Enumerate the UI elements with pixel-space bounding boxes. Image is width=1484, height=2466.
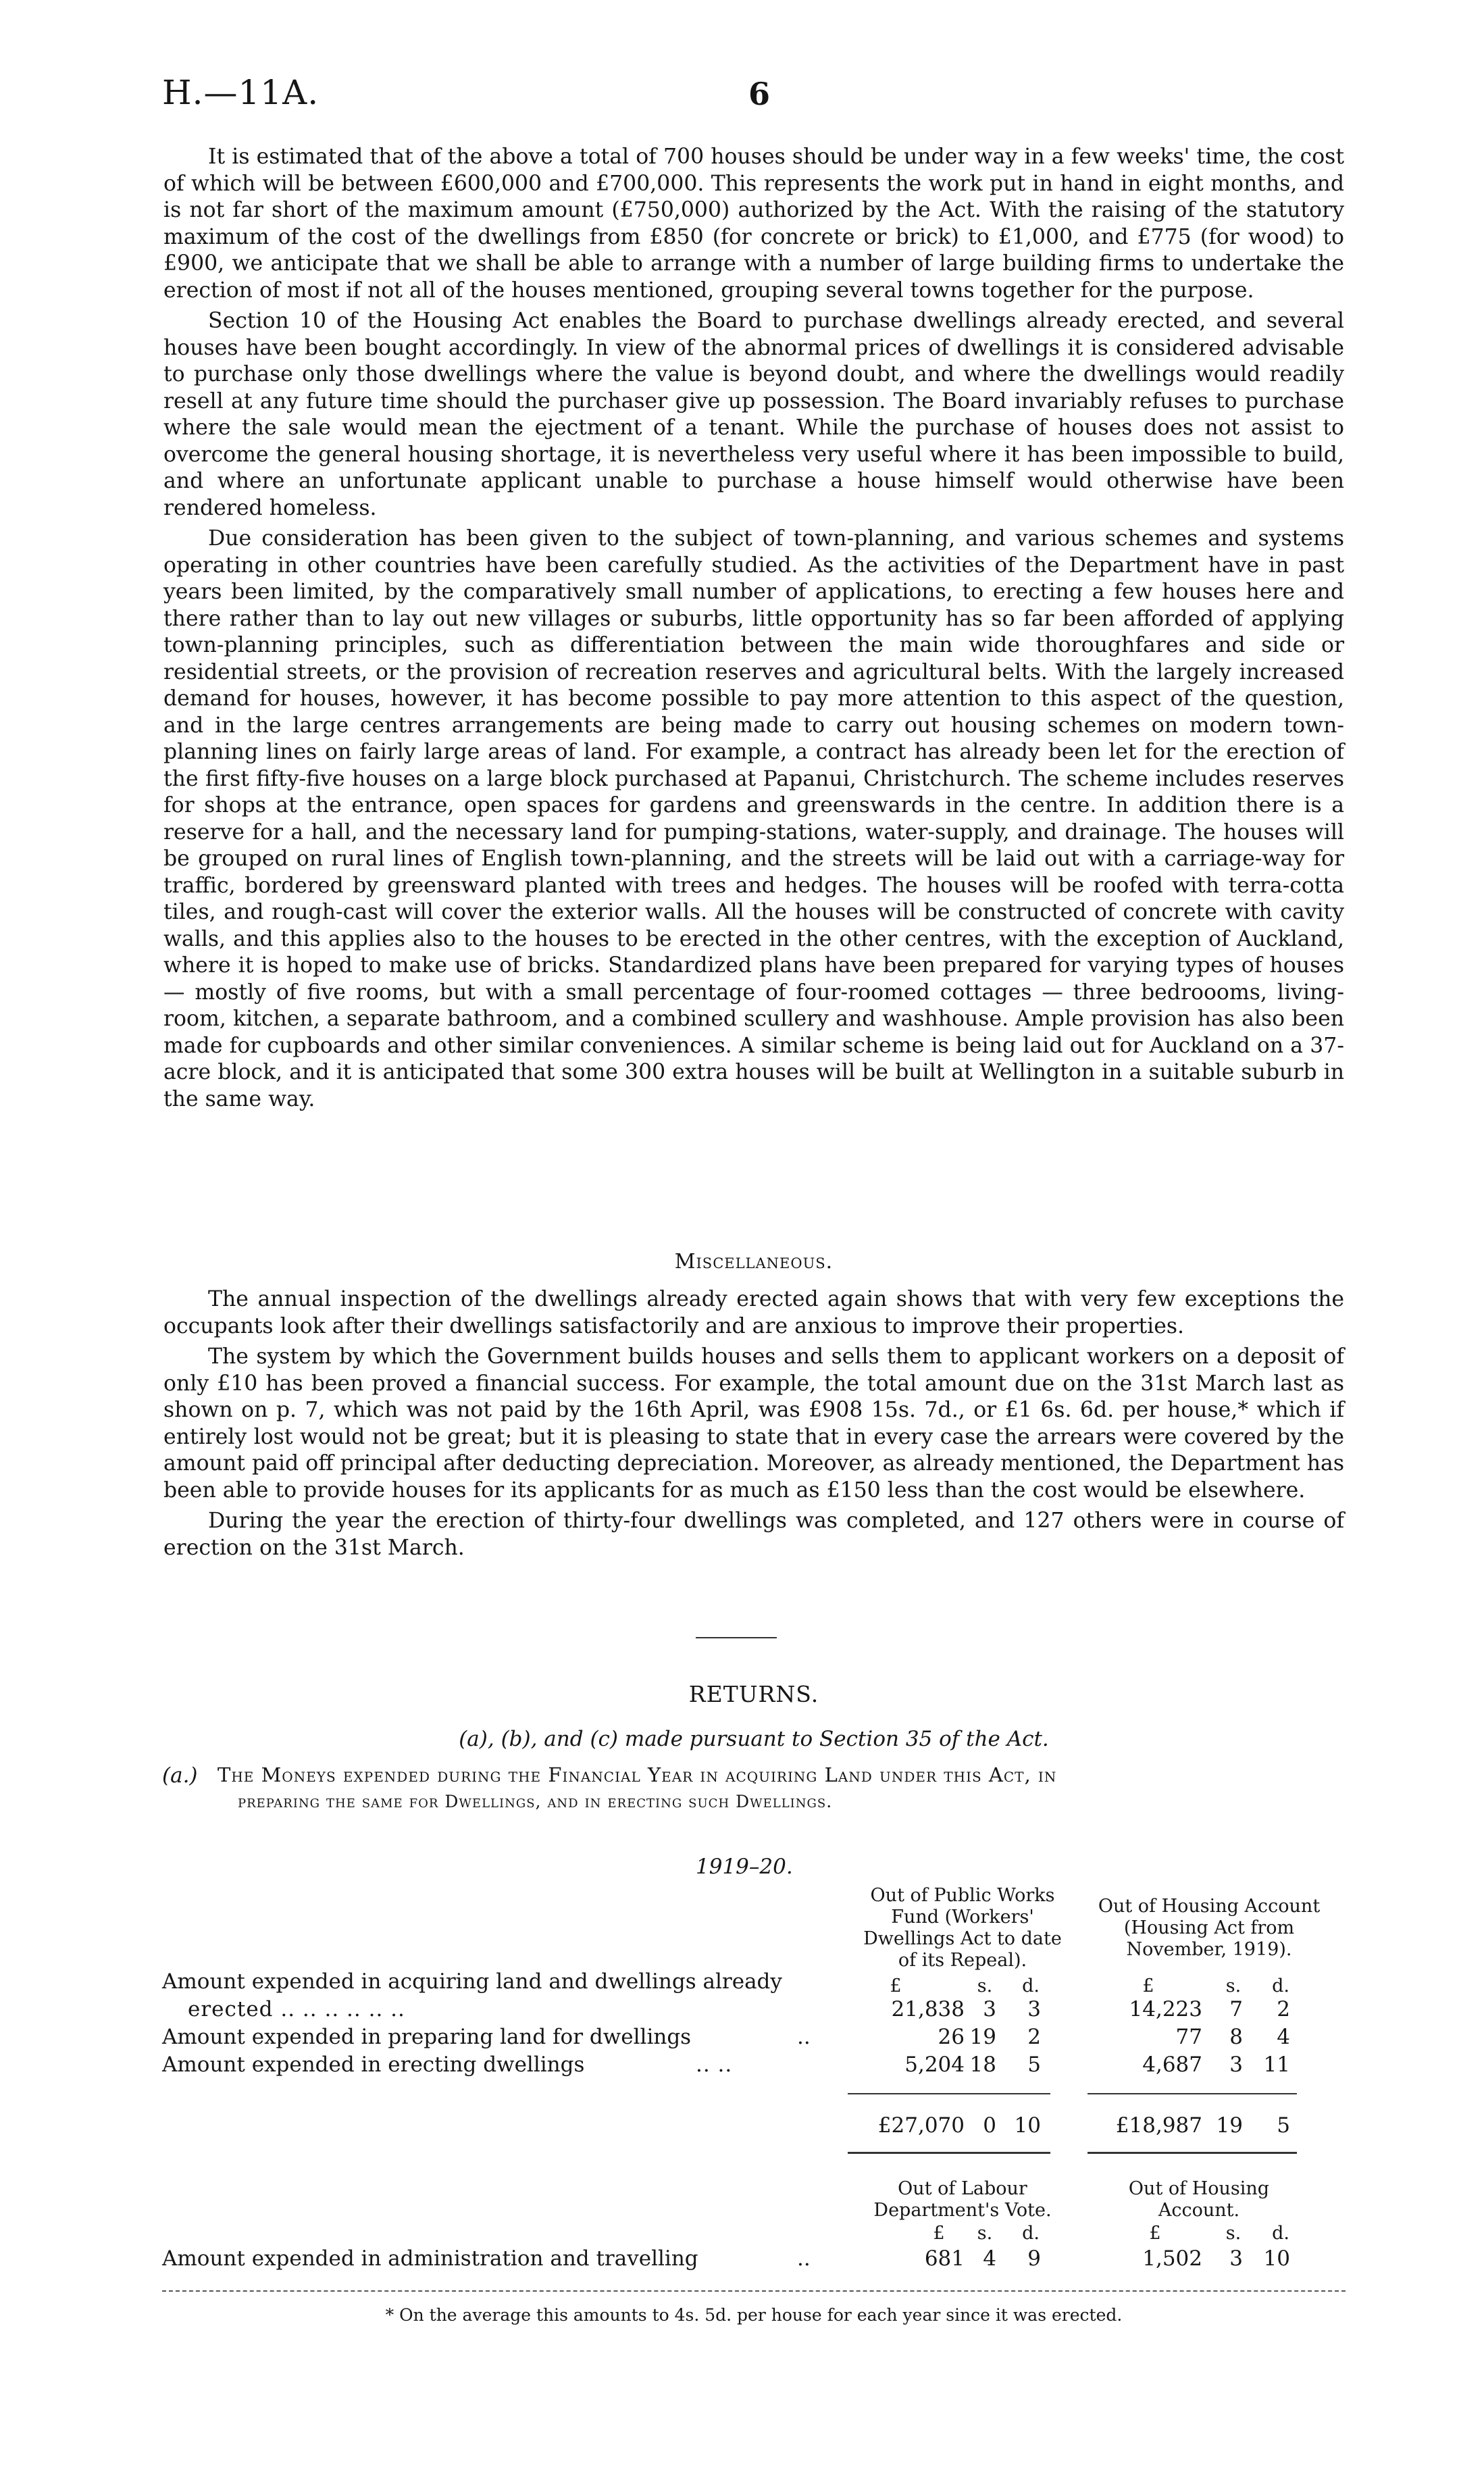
total-c1-pence: 10 bbox=[1014, 2113, 1041, 2138]
total-c1-shillings: 0 bbox=[983, 2113, 996, 2138]
admin-c2-unit-pence: d. bbox=[1272, 2223, 1289, 2244]
admin-c2-pounds: 1,502 bbox=[1142, 2246, 1202, 2271]
row3-c1-shillings: 18 bbox=[969, 2053, 996, 2077]
row2-c1-pounds: 26 bbox=[938, 2025, 965, 2049]
section-divider bbox=[696, 1637, 777, 1638]
row1-c1-shillings: 3 bbox=[983, 1997, 996, 2021]
paragraph-town-planning: Due consideration has been given to the subject of town-planning, and various schemes and systems operating in other countries have been carefully studied. As the activities of the Department have in past years been limited, by the comparatively small number of applications, to erecting a few houses here and there rather than to lay out new villages or suburbs, little opportunity has so far been afforded of applying town-planning principles, such as differentiation between the main wide thoroughfares and side or residential streets, or the provision of recreation reserves and agricultural belts. With the largely increased demand for houses, however, it has become possible to pay more attention to this aspect of the question, and in the large centres arrangements are being made to carry out housing schemes on modern town-planning lines on fairly large areas of land. For example, a contract has already been let for the erection of the first fifty-five houses on a large block purchased at Papanui, Christchurch. The scheme includes reserves for shops at the entrance, open spaces for gardens and greenswards in the centre. In addition there is a reserve for a hall, and the necessary land for pumping-stations, water-supply, and drainage. The houses will be grouped on rural lines of English town-planning, and the streets will be laid out with a carriage-way for traffic, bordered by greensward planted with trees and hedges. The houses will be roofed with terra-cotta tiles, and rough-cast will cover the exterior walls. All the houses will be constructed of concrete with cavity walls, and this applies also to the houses to be erected in the other centres, with the exception of Auckland, where it is hoped to make use of bricks. Standardized plans have been prepared for varying types of houses — mostly of five rooms, but with a small percentage of four-roomed cottages — three bedroooms, living-room, kitchen, a separate bathroom, and a combined scullery and washhouse. Ample provision has also been made for cupboards and other similar conveniences. A similar scheme is being laid out for Auckland on a 37-acre block, and it is anticipated that some 300 extra houses will be built at Wellington in a suitable suburb in the same way. bbox=[163, 526, 1344, 1111]
col1-unit-pounds: £ bbox=[890, 1976, 902, 1996]
paragraph-erection: During the year the erection of thirty-four dwellings was completed, and 127 others were in course of erection on the 31st March. bbox=[163, 1509, 1344, 1560]
admin-c2-shillings: 3 bbox=[1229, 2246, 1243, 2271]
paragraph-estimate: It is estimated that of the above a total of 700 houses should be under way in a few weeks' time, the cost of which will be between £600,000 and £700,000. This represents the work put in hand in eight months, and is not far short of the maximum amount (£750,000) authorized by the Act. With the raising of the statutory maximum of the cost of the dwellings from £850 (for concrete or brick) to £1,000, and £775 (for wood) to £900, we anticipate that we shall be able to arrange with a number of large building firms to undertake the erection of most if not all of the houses mentioned, grouping several towns together for the purpose. bbox=[163, 145, 1344, 303]
table-a-label: (a.) bbox=[162, 1763, 198, 1788]
admin-c2-pence: 10 bbox=[1263, 2246, 1290, 2271]
col2-unit-pounds: £ bbox=[1142, 1976, 1154, 1996]
miscellaneous-paragraphs bbox=[163, 1286, 1344, 1565]
table-row-label: Amount expended in administration and travelling bbox=[162, 2246, 698, 2271]
total-c2-pence: 5 bbox=[1277, 2113, 1290, 2138]
col1-unit-shillings: s. bbox=[977, 1976, 993, 1996]
page-number: 6 bbox=[748, 76, 771, 112]
row3-c2-pounds: 4,687 bbox=[1142, 2053, 1202, 2077]
admin-c1-unit-shillings: s. bbox=[977, 2223, 993, 2244]
admin-col1-heading: Out of Labour Department's Vote. bbox=[873, 2178, 1052, 2221]
col2-unit-pence: d. bbox=[1272, 1976, 1289, 1996]
admin-col2-heading: Out of Housing Account. bbox=[1128, 2178, 1270, 2221]
admin-c1-pounds: 681 bbox=[924, 2246, 965, 2271]
row3-c2-shillings: 3 bbox=[1229, 2053, 1243, 2077]
row3-leader: .. .. bbox=[696, 2053, 733, 2077]
admin-c2-unit-pounds: £ bbox=[1149, 2223, 1161, 2244]
row3-c2-pence: 11 bbox=[1263, 2053, 1290, 2077]
row2-c2-shillings: 8 bbox=[1229, 2025, 1243, 2049]
total-rule-c1 bbox=[848, 2093, 1050, 2094]
row1-c1-pounds: 21,838 bbox=[891, 1997, 965, 2021]
table-a-title-line1: The Moneys expended during the Financial Year in acquiring Land under this Act, in bbox=[218, 1763, 1057, 1786]
admin-c1-pence: 9 bbox=[1027, 2246, 1041, 2271]
total-c2-shillings: 19 bbox=[1216, 2113, 1243, 2138]
total-c2-pounds: £18,987 bbox=[1115, 2113, 1202, 2138]
admin-leader: .. bbox=[797, 2246, 811, 2271]
year-label: 1919–20. bbox=[696, 1855, 793, 1879]
row1-c2-pounds: 14,223 bbox=[1129, 1997, 1202, 2021]
table-row-label: Amount expended in acquiring land and dwellings already bbox=[162, 1969, 782, 1994]
miscellaneous-heading: Miscellaneous. bbox=[674, 1250, 834, 1274]
total-rule-c2 bbox=[1088, 2093, 1297, 2094]
row1-c2-pence: 2 bbox=[1277, 1997, 1290, 2021]
footnote-rule bbox=[162, 2290, 1346, 2292]
table-row-label: Amount expended in preparing land for dwellings bbox=[162, 2025, 692, 2049]
row1-c2-shillings: 7 bbox=[1229, 1997, 1243, 2021]
row2-leader: .. bbox=[797, 2025, 811, 2049]
row2-c2-pence: 4 bbox=[1277, 2025, 1290, 2049]
admin-c1-unit-pounds: £ bbox=[933, 2223, 945, 2244]
table-a-title-line2: preparing the same for Dwellings, and in erecting such Dwellings. bbox=[238, 1792, 833, 1811]
col2-unit-shillings: s. bbox=[1225, 1976, 1242, 1996]
row1-c1-pence: 3 bbox=[1027, 1997, 1041, 2021]
paragraph-inspection: The annual inspection of the dwellings already erected again shows that with very few exceptions the occupants look after their dwellings satisfactorily and are anxious to improve their properties. bbox=[163, 1287, 1344, 1338]
col1-unit-pence: d. bbox=[1022, 1976, 1040, 1996]
footnote: * On the average this amounts to 4s. 5d. per house for each year since it was erected. bbox=[385, 2305, 1123, 2325]
paragraph-system: The system by which the Government builds houses and sells them to applicant workers on a deposit of only £10 has been proved a financial success. For example, the total amount due on the 31st March last as shown on p. 7, which was not paid by the 16th April, was £908 15s. 7d., or £1 6s. 6d. per house,* which if entirely lost would not be great; but it is pleasing to state that in every case the arrears were covered by the amount paid off principal after deducting depreciation. Moreover, as already mentioned, the Department has been able to provide houses for its applicants for as much as £150 less than the cost would be elsewhere. bbox=[163, 1344, 1344, 1503]
table-row-label: Amount expended in erecting dwellings bbox=[162, 2053, 585, 2077]
double-rule-c1 bbox=[848, 2152, 1050, 2154]
row3-c1-pounds: 5,204 bbox=[904, 2053, 965, 2077]
row2-c2-pounds: 77 bbox=[1175, 2025, 1202, 2049]
total-c1-pounds: £27,070 bbox=[877, 2113, 965, 2138]
report-reference: H.—11A. bbox=[162, 73, 319, 112]
row3-c1-pence: 5 bbox=[1027, 2053, 1041, 2077]
row2-c1-pence: 2 bbox=[1027, 2025, 1041, 2049]
double-rule-c2 bbox=[1088, 2152, 1297, 2154]
returns-heading: RETURNS. bbox=[688, 1681, 819, 1707]
admin-c1-shillings: 4 bbox=[983, 2246, 996, 2271]
row2-c1-shillings: 19 bbox=[969, 2025, 996, 2049]
col1-heading: Out of Public Works Fund (Workers' Dwellings Act to date of its Repeal). bbox=[863, 1885, 1062, 1971]
admin-c2-unit-shillings: s. bbox=[1225, 2223, 1242, 2244]
table-row-label-cont: erected .. .. .. .. .. .. bbox=[188, 1997, 405, 2021]
admin-c1-unit-pence: d. bbox=[1022, 2223, 1040, 2244]
col2-heading: Out of Housing Account (Housing Act from November, 1919). bbox=[1098, 1896, 1321, 1960]
body-paragraphs bbox=[163, 144, 1344, 1117]
paragraph-section-10: Section 10 of the Housing Act enables the Board to purchase dwellings already erected, and several houses have been bought accordingly. In view of the abnormal prices of dwellings it is considered advisable to purchase only those dwellings where the value is beyond doubt, and where the dwellings would readily resell at any future time should the purchaser give up possession. The Board invariably refuses to purchase where the sale would mean the ejectment of a tenant. While the purchase of houses does not assist to overcome the general housing shortage, it is nevertheless very useful where it has been impossible to build, and where an unfortunate applicant unable to purchase a house himself would otherwise have been rendered homeless. bbox=[163, 309, 1344, 520]
returns-subheading: (a), (b), and (c) made pursuant to Section 35 of the Act. bbox=[459, 1727, 1049, 1751]
